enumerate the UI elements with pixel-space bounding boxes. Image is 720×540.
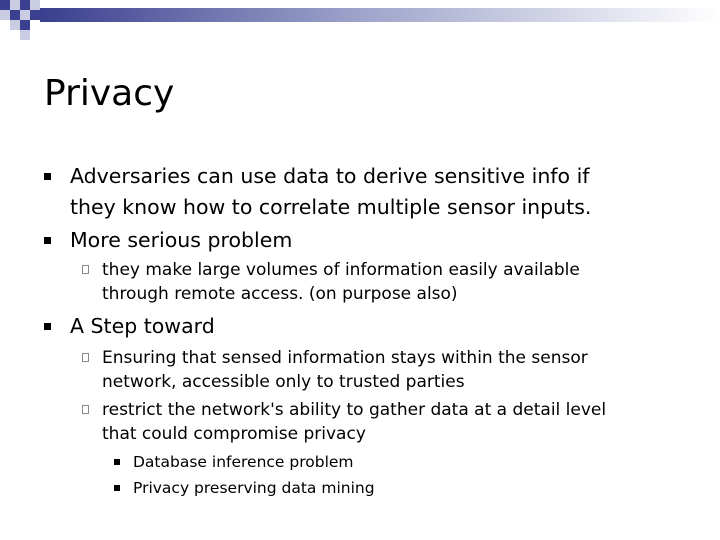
bullet-text: A Step toward	[70, 314, 215, 338]
sub-bullet-text: network, accessible only to trusted parties	[102, 372, 465, 392]
deco-square	[0, 0, 10, 10]
hollow-square-bullet-icon	[82, 405, 89, 414]
deco-square	[20, 30, 30, 40]
bullet-square-icon	[44, 237, 51, 244]
bullet-text: Adversaries can use data to derive sensitive info if	[70, 164, 590, 188]
header-band	[40, 8, 720, 22]
sub-bullet-text: through remote access. (on purpose also)	[102, 284, 458, 304]
bullet-square-icon	[44, 323, 51, 330]
deco-square	[10, 10, 20, 20]
sub-bullet-text: Ensuring that sensed information stays within the sensor	[102, 348, 588, 368]
sub-bullet-text: restrict the network's ability to gather data at a detail level	[102, 400, 607, 420]
deco-square	[10, 0, 20, 10]
sub-sub-bullet-text: Privacy preserving data mining	[133, 479, 375, 497]
deco-square	[30, 0, 40, 10]
bullet-square-icon	[44, 173, 51, 180]
header-decoration	[0, 0, 720, 48]
bullet-text: More serious problem	[70, 228, 293, 252]
sub-bullet-text: they make large volumes of information easily available	[102, 260, 580, 280]
slide-title: Privacy	[44, 73, 175, 114]
hollow-square-bullet-icon	[82, 265, 89, 274]
sub-bullet-text: that could compromise privacy	[102, 424, 366, 444]
deco-square	[20, 10, 30, 20]
bullet-square-icon	[114, 485, 120, 491]
bullet-text: they know how to correlate multiple sensor inputs.	[70, 195, 592, 219]
hollow-square-bullet-icon	[82, 353, 89, 362]
sub-sub-bullet-text: Database inference problem	[133, 453, 354, 471]
deco-square	[20, 20, 30, 30]
deco-square	[0, 10, 10, 20]
deco-square	[30, 10, 40, 20]
deco-square	[10, 20, 20, 30]
deco-square	[20, 0, 30, 10]
bullet-square-icon	[114, 459, 120, 465]
